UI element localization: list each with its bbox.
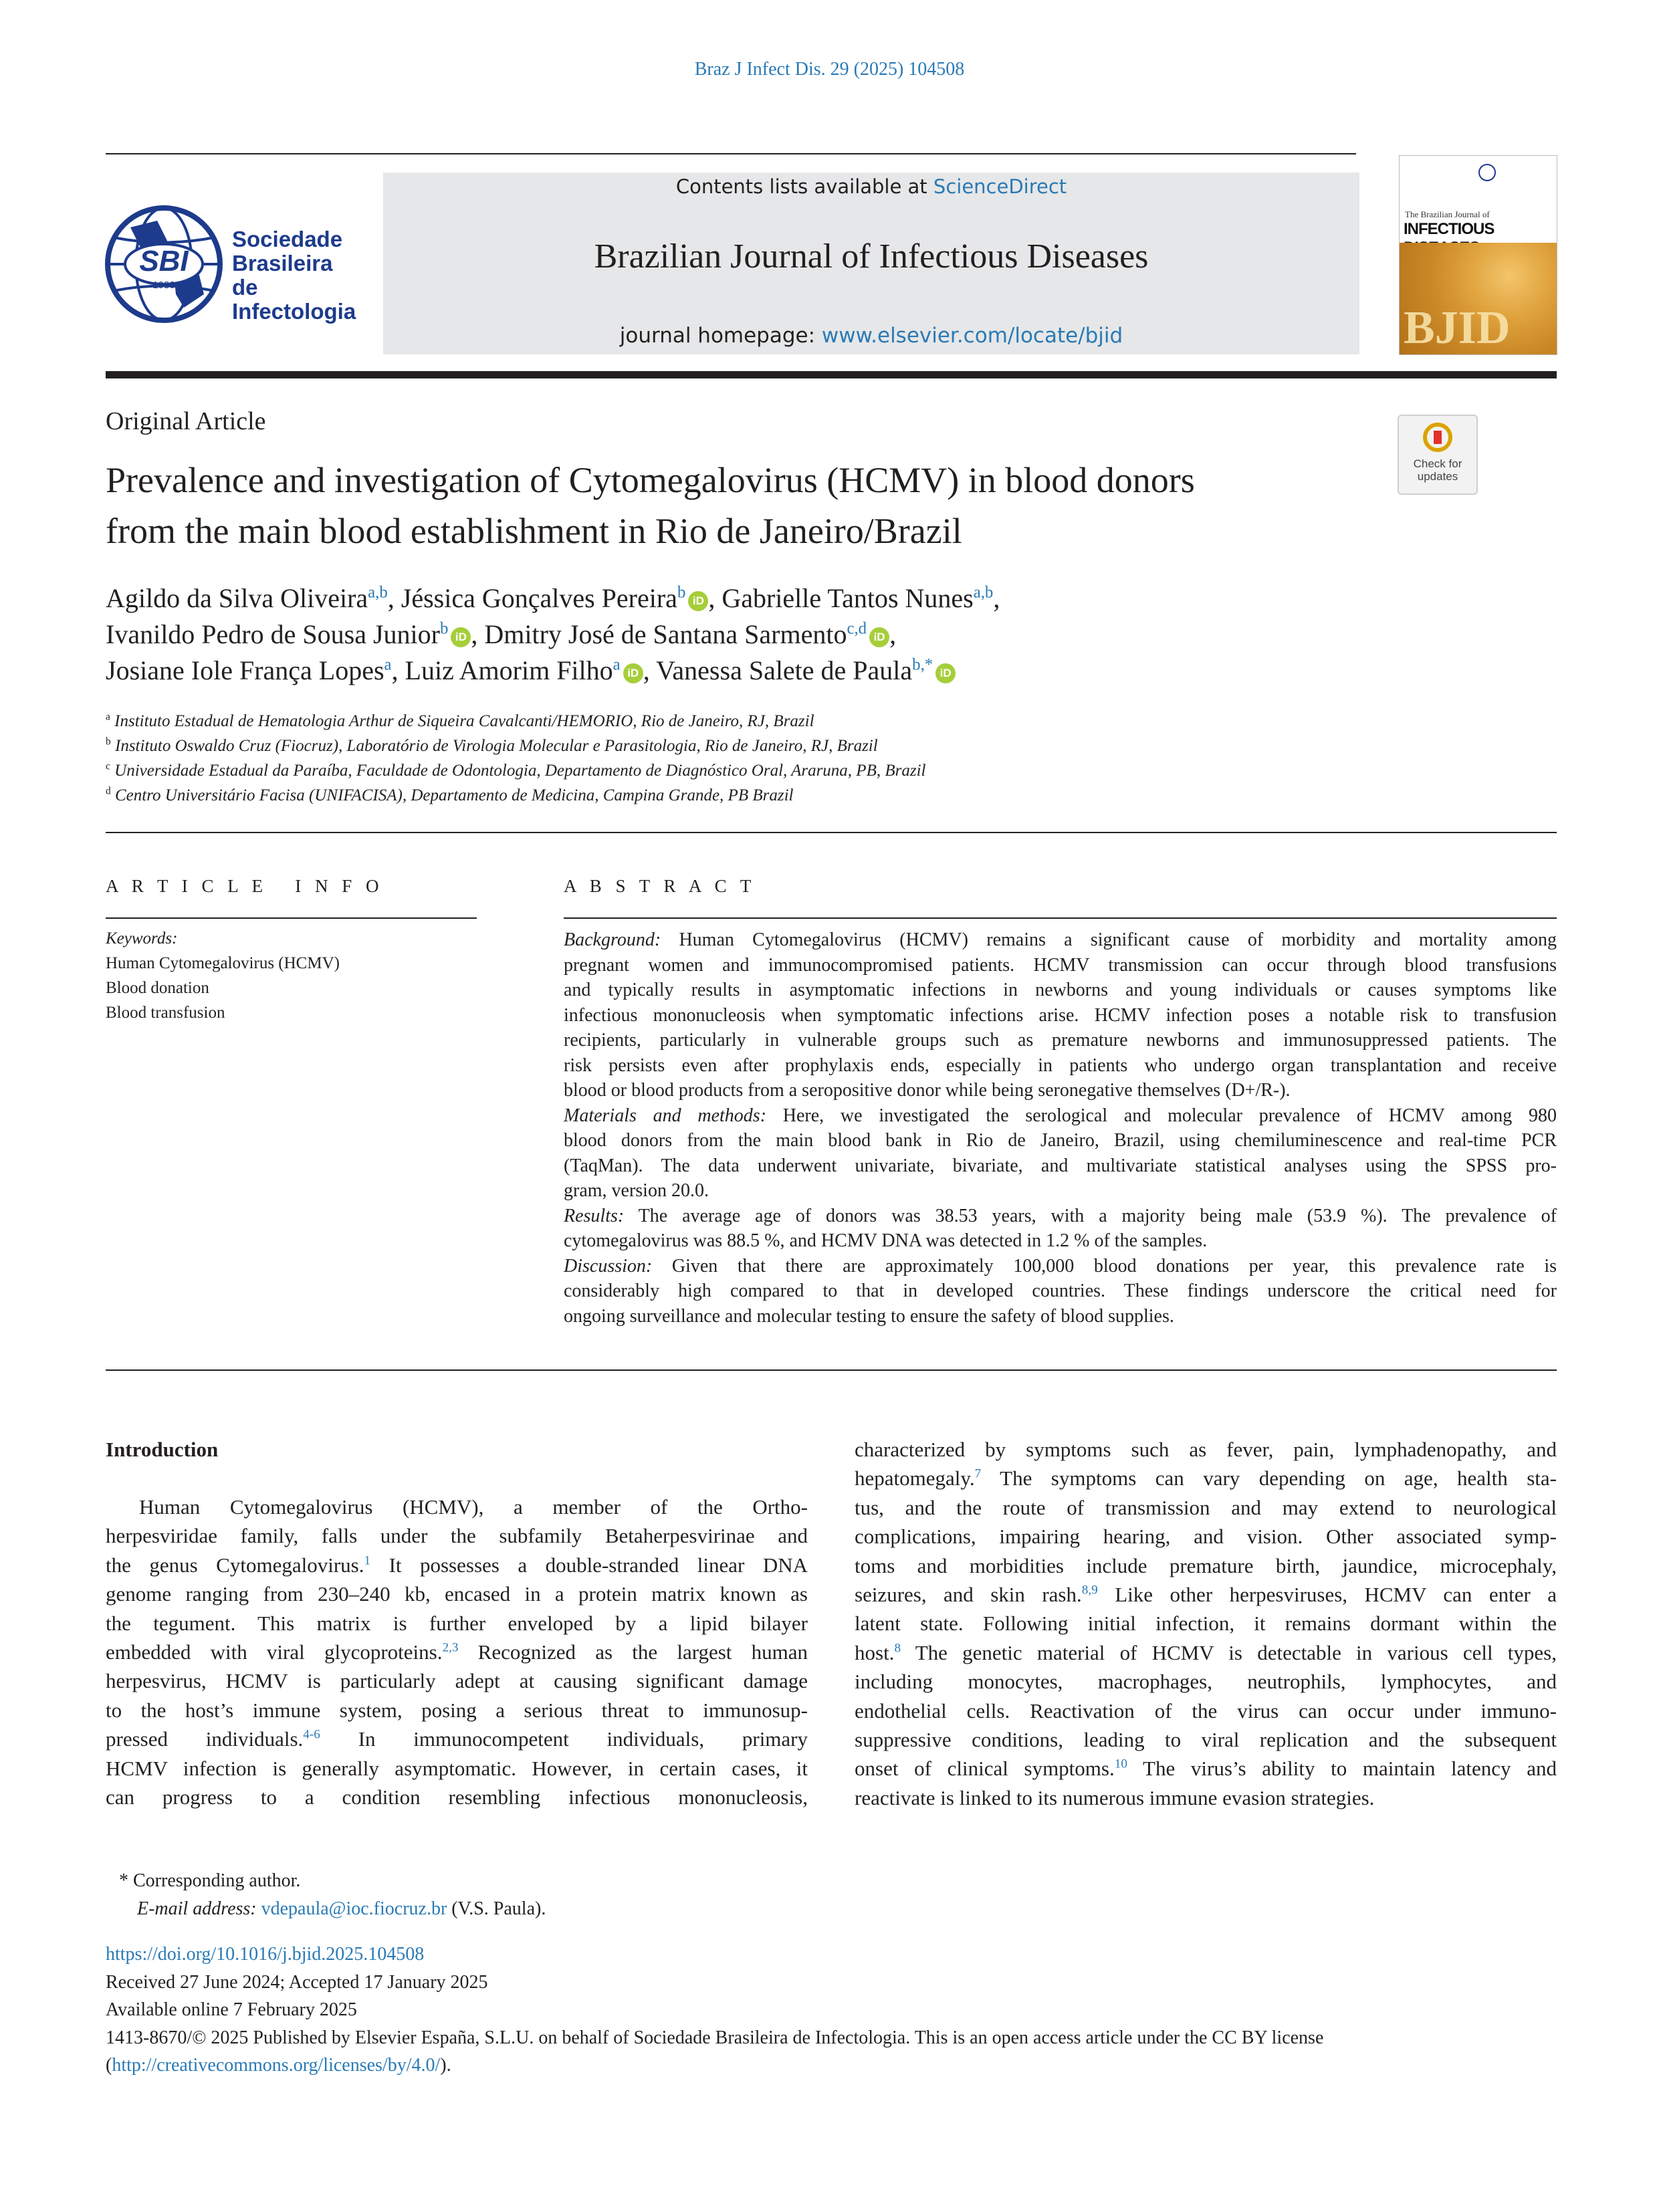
society-name-line: Brasileira de bbox=[232, 251, 333, 300]
journal-banner bbox=[383, 173, 1359, 354]
cover-bjid: BJID bbox=[1404, 302, 1511, 354]
body-line bbox=[855, 1522, 1557, 1551]
license-link-line bbox=[106, 2052, 1557, 2080]
body-line bbox=[106, 1609, 808, 1638]
orcid-icon[interactable]: iD bbox=[869, 627, 889, 647]
author-affil[interactable]: b bbox=[439, 619, 449, 638]
title-line-1: Prevalence and investigation of Cytomegalovirus (HCMV) in blood donors bbox=[106, 460, 1195, 500]
header-top-rule bbox=[106, 153, 1356, 154]
abstract-line-text: Human Cytomegalovirus (HCMV) remains a significant cause of morbidity and mortality among bbox=[679, 929, 1557, 950]
article-type: Original Article bbox=[106, 407, 266, 435]
orcid-icon[interactable]: iD bbox=[623, 663, 643, 683]
line-text: tus, and the route of transmission and may extend to neurological bbox=[855, 1495, 1557, 1519]
body-line bbox=[106, 1783, 808, 1811]
body-line bbox=[855, 1754, 1557, 1783]
line-text: herpesviridae family, falls under the subfamily Betaherpesvirinae and bbox=[106, 1524, 808, 1548]
body-line bbox=[106, 1551, 808, 1579]
line-text: the tegument. This matrix is further enveloped by a lipid bilayer bbox=[106, 1611, 808, 1635]
body-line bbox=[855, 1551, 1557, 1580]
corresponding-author: * Corresponding author. bbox=[119, 1870, 301, 1891]
abstract-heading: A B S T R A C T bbox=[564, 876, 756, 896]
paren-open: ( bbox=[106, 2055, 112, 2076]
line-tail: The symptoms can vary depending on age, health sta- bbox=[981, 1466, 1557, 1490]
affiliation-text: Instituto Estadual de Hematologia Arthur de Siqueira Cavalcanti/HEMORIO, Rio de Janeiro, RJ, Brazil bbox=[114, 712, 814, 730]
cover-top-band bbox=[1400, 156, 1557, 206]
reference-link[interactable]: 8 bbox=[894, 1641, 901, 1656]
affiliation-item bbox=[106, 734, 1557, 758]
body-line bbox=[106, 1638, 808, 1666]
keywords bbox=[106, 926, 477, 1025]
email-label: E-mail address: bbox=[137, 1898, 261, 1919]
line-text: the genus Cytomegalovirus. bbox=[106, 1553, 364, 1577]
line-text: hepatomegaly. bbox=[855, 1466, 975, 1490]
line-text: Human Cytomegalovirus (HCMV), a member of the Ortho- bbox=[139, 1495, 808, 1519]
society-name bbox=[232, 227, 356, 324]
cover-seal-icon bbox=[1478, 164, 1496, 181]
keyword-item[interactable]: Human Cytomegalovirus (HCMV) bbox=[106, 954, 340, 972]
body-line bbox=[855, 1464, 1557, 1492]
reference-link[interactable]: 1 bbox=[364, 1553, 371, 1568]
cover-title: INFECTIOUS bbox=[1404, 220, 1495, 238]
article-title bbox=[106, 455, 1376, 556]
abstract-rule bbox=[564, 917, 1557, 919]
journal-citation[interactable]: Braz J Infect Dis. 29 (2025) 104508 bbox=[694, 59, 965, 80]
author-affil[interactable]: c,d bbox=[847, 619, 867, 638]
body-line bbox=[855, 1580, 1557, 1609]
check-updates-label: Check for updates bbox=[1413, 457, 1462, 483]
line-text: characterized by symptoms such as fever, pain, lymphadenopathy, and bbox=[855, 1438, 1557, 1461]
body-left-column bbox=[106, 1492, 808, 1811]
affiliation-item bbox=[106, 709, 1557, 734]
line-text: endothelial cells. Reactivation of the virus can occur under immuno- bbox=[855, 1698, 1557, 1723]
journal-title: Brazilian Journal of Infectious Diseases bbox=[594, 237, 1149, 275]
abstract-line: considerably high compared to that in developed countries. These findings underscore the critical need for bbox=[564, 1281, 1557, 1301]
body-line bbox=[855, 1493, 1557, 1522]
line-text: pressed individuals. bbox=[106, 1727, 304, 1751]
abstract-line: blood donors from the main blood bank in Rio de Janeiro, Brazil, using chemiluminescence and real-time PCR bbox=[564, 1130, 1557, 1151]
abstract-line bbox=[564, 927, 1557, 953]
doi-link[interactable]: https://doi.org/10.1016/j.bjid.2025.104508 bbox=[106, 1944, 425, 1965]
society-name-line: Infectologia bbox=[232, 299, 356, 324]
line-tail: Like other herpesviruses, HCMV can enter a bbox=[1097, 1583, 1557, 1607]
line-text: onset of clinical symptoms. bbox=[855, 1757, 1115, 1781]
affiliation-text: Centro Universitário Facisa (UNIFACISA), Departamento de Medicina, Campina Grande, PB Brazil bbox=[115, 786, 794, 804]
author-line: Ivanildo Pedro de Sousa Junior$^b$ iD , Dmitry José de Santana Sarmento$^{c,d}$ iD , bbox=[106, 619, 897, 649]
author-affil[interactable]: b bbox=[677, 583, 686, 602]
body-line bbox=[855, 1638, 1557, 1667]
line-tail: The virus’s ability to maintain latency and bbox=[1127, 1757, 1557, 1781]
line-text: herpesvirus, HCMV is particularly adept at causing significant damage bbox=[106, 1669, 808, 1693]
body-line bbox=[855, 1725, 1557, 1754]
keyword-item[interactable]: Blood transfusion bbox=[106, 1004, 225, 1022]
body-line bbox=[855, 1609, 1557, 1638]
affiliation-item bbox=[106, 758, 1557, 783]
abstract-line: recipients, particularly in vulnerable groups such as premature newborns and immunosuppressed patients. The bbox=[564, 1030, 1557, 1050]
body-line bbox=[106, 1521, 808, 1550]
society-name-line: Sociedade bbox=[232, 227, 343, 251]
affiliations-rule bbox=[106, 832, 1557, 833]
orcid-icon[interactable]: iD bbox=[688, 591, 708, 611]
reference-link[interactable]: 4-6 bbox=[303, 1727, 320, 1742]
cover-top-text: The Brazilian Journal of bbox=[1405, 209, 1490, 219]
email-suffix: (V.S. Paula). bbox=[447, 1898, 546, 1919]
check-for-updates-button[interactable] bbox=[1398, 415, 1478, 495]
article-info-rule bbox=[106, 917, 477, 919]
homepage-prefix: journal homepage: bbox=[619, 324, 822, 348]
body-line bbox=[106, 1666, 808, 1695]
results-label: Results: bbox=[564, 1205, 625, 1226]
abstract-line: blood or blood products from a seropositive donor while being seronegative themselves (D+/R-). bbox=[564, 1080, 1291, 1101]
line-text: can progress to a condition resembling infectious mononucleosis, bbox=[106, 1785, 808, 1809]
body-line bbox=[855, 1435, 1557, 1464]
author-name[interactable]: Josiane Iole França Lopes bbox=[106, 655, 384, 685]
contents-prefix: Contents lists available at bbox=[675, 175, 933, 198]
reference-link[interactable]: 10 bbox=[1114, 1757, 1127, 1772]
author-affil[interactable]: a,b bbox=[973, 583, 994, 602]
title-line-2: from the main blood establishment in Rio de Janeiro/Brazil bbox=[106, 511, 962, 551]
line-text: embedded with viral glycoproteins. bbox=[106, 1640, 443, 1664]
abstract-line: infectious mononucleosis when symptomatic infections arise. HCMV infection poses a notable risk to transfusion bbox=[564, 1004, 1557, 1026]
journal-cover bbox=[1399, 155, 1557, 355]
abstract-line: pregnant women and immunocompromised patients. HCMV transmission can occur through blood transfusions bbox=[564, 954, 1557, 976]
orcid-icon[interactable]: iD bbox=[935, 663, 956, 683]
body-line bbox=[106, 1754, 808, 1783]
author-name[interactable]: Ivanildo Pedro de Sousa Junior bbox=[106, 619, 440, 649]
affiliation-key: b bbox=[106, 736, 111, 748]
line-text: including monocytes, macrophages, neutrophils, lymphocytes, and bbox=[855, 1670, 1557, 1694]
line-tail: The genetic material of HCMV is detectable in various cell types, bbox=[901, 1640, 1557, 1664]
body-line bbox=[106, 1492, 808, 1521]
sciencedirect-link[interactable]: ScienceDirect bbox=[933, 175, 1067, 198]
author-name[interactable]: Agildo da Silva Oliveira bbox=[106, 583, 368, 613]
background-label: Background: bbox=[564, 929, 661, 950]
line-tail: In immunocompetent individuals, primary bbox=[320, 1727, 808, 1751]
affiliation-key: c bbox=[106, 760, 110, 772]
homepage-link[interactable]: www.elsevier.com/locate/bjid bbox=[821, 324, 1123, 348]
orcid-icon[interactable]: iD bbox=[451, 627, 471, 647]
reference-link[interactable]: 2,3 bbox=[442, 1640, 459, 1655]
abstract-bottom-rule bbox=[106, 1369, 1557, 1371]
methods-label: Materials and methods: bbox=[564, 1105, 767, 1126]
author-name[interactable]: Jéssica Gonçalves Pereira bbox=[401, 583, 677, 613]
author-name[interactable]: Luiz Amorim Filho bbox=[405, 655, 613, 685]
author-list bbox=[106, 580, 1557, 689]
author-affil[interactable]: a bbox=[613, 655, 621, 674]
society-year: 1980 bbox=[152, 280, 175, 291]
body-line bbox=[855, 1667, 1557, 1696]
author-line: Josiane Iole França Lopes$^a$, Luiz Amorim Filho$^a$ iD , Vanessa Salete de Paula$^{b,*}$ iD bbox=[106, 653, 1557, 689]
body-line bbox=[106, 1579, 808, 1608]
abstract-line: risk persists even after prophylaxis ends, especially in patients who undergo organ transplantation and receive bbox=[564, 1055, 1557, 1076]
discussion-label: Discussion: bbox=[564, 1255, 653, 1277]
body-line bbox=[106, 1696, 808, 1725]
introduction-heading: Introduction bbox=[106, 1438, 219, 1461]
line-text: reactivate is linked to its numerous immune evasion strategies. bbox=[855, 1785, 1375, 1809]
abstract-line bbox=[564, 1204, 1557, 1229]
affiliation-key: a bbox=[106, 711, 110, 723]
reference-link[interactable]: 7 bbox=[974, 1467, 982, 1482]
available-online: Available online 7 February 2025 bbox=[106, 1999, 357, 2020]
abstract-line: ongoing surveillance and molecular testing to ensure the safety of blood supplies. bbox=[564, 1305, 1174, 1327]
paren-close: ). bbox=[440, 2055, 451, 2076]
affiliations bbox=[106, 709, 1557, 808]
article-info-heading: A R T I C L E I N F O bbox=[106, 876, 384, 896]
header-thick-rule bbox=[106, 371, 1557, 378]
author-name[interactable]: Dmitry José de Santana Sarmento bbox=[484, 619, 847, 649]
affiliation-text: Universidade Estadual da Paraíba, Faculdade de Odontologia, Departamento de Diagnóstico Oral, Araruna, PB, Brazil bbox=[114, 762, 926, 780]
line-text: host. bbox=[855, 1640, 895, 1664]
abstract-line-text: Here, we investigated the serological and molecular prevalence of HCMV among 980 bbox=[782, 1105, 1557, 1126]
abstract-line: and typically results in asymptomatic infections in newborns and young individuals or causes symptoms like bbox=[564, 980, 1557, 1000]
abstract-text bbox=[564, 927, 1557, 1329]
keyword-item[interactable]: Blood donation bbox=[106, 979, 209, 997]
contents-available bbox=[383, 175, 1359, 198]
author-affil[interactable]: b,* bbox=[912, 655, 933, 674]
article-footer bbox=[106, 1941, 1557, 2080]
line-text: genome ranging from 230–240 kb, encased in a protein matrix known as bbox=[106, 1582, 808, 1606]
society-logo bbox=[104, 201, 356, 328]
abstract-line-text: Given that there are approximately 100,000 blood donations per year, this prevalence rate is bbox=[671, 1255, 1557, 1277]
line-text: complications, impairing hearing, and vision. Other associated symp- bbox=[855, 1525, 1557, 1549]
reference-link[interactable]: 8,9 bbox=[1081, 1583, 1098, 1597]
author-affil[interactable]: a,b bbox=[368, 583, 388, 602]
journal-homepage bbox=[383, 324, 1359, 348]
abstract-line bbox=[564, 1103, 1557, 1129]
line-text: seizures, and skin rash. bbox=[855, 1583, 1082, 1607]
line-tail: Recognized as the largest human bbox=[458, 1640, 808, 1664]
body-line bbox=[106, 1725, 808, 1753]
body-line bbox=[855, 1783, 1557, 1812]
body-right-column bbox=[855, 1435, 1557, 1812]
line-text: latent state. Following initial infection, it remains dormant within the bbox=[855, 1612, 1557, 1636]
abstract-line: cytomegalovirus was 88.5 %, and HCMV DNA was detected in 1.2 % of the samples. bbox=[564, 1230, 1208, 1251]
email-link[interactable]: vdepaula@ioc.fiocruz.br bbox=[261, 1898, 447, 1919]
author-name[interactable]: Vanessa Salete de Paula bbox=[655, 655, 913, 685]
keywords-label: Keywords: bbox=[106, 929, 178, 948]
received-dates: Received 27 June 2024; Accepted 17 January 2025 bbox=[106, 1971, 488, 1993]
license-link[interactable]: http://creativecommons.org/licenses/by/4.0/ bbox=[112, 2055, 441, 2076]
society-acronym: SBI bbox=[139, 245, 189, 278]
affiliation-item bbox=[106, 783, 1557, 808]
author-name[interactable]: Gabrielle Tantos Nunes bbox=[722, 583, 974, 613]
abstract-line-text: The average age of donors was 38.53 years, with a majority being male (53.9 %). The prevalence of bbox=[638, 1205, 1557, 1226]
line-text: HCMV infection is generally asymptomatic. However, in certain cases, it bbox=[106, 1756, 808, 1780]
line-text: toms and morbidities include premature birth, jaundice, microcephaly, bbox=[855, 1553, 1557, 1577]
affiliation-key: d bbox=[106, 785, 111, 797]
corresponding-footnote bbox=[119, 1867, 546, 1923]
abstract-line bbox=[564, 1254, 1557, 1279]
author-line: Agildo da Silva Oliveira$^{a,b}$, Jéssica Gonçalves Pereira$^b$ iD , Gabrielle Tantos Nunes$^{a,b}$, bbox=[106, 583, 1000, 613]
affiliation-text: Instituto Oswaldo Cruz (Fiocruz), Laboratório de Virologia Molecular e Parasitologia, Rio de Janeiro, RJ, Brazil bbox=[115, 737, 878, 755]
abstract-line: (TaqMan). The data underwent univariate, bivariate, and multivariate statistical analyses using the SPSS pro- bbox=[564, 1155, 1557, 1176]
check-updates-icon bbox=[1423, 423, 1452, 452]
line-text: to the host’s immune system, posing a serious threat to immunosup- bbox=[106, 1698, 808, 1722]
abstract-line: gram, version 20.0. bbox=[564, 1180, 709, 1201]
body-line bbox=[855, 1696, 1557, 1725]
line-text: suppressive conditions, leading to viral replication and the subsequent bbox=[855, 1728, 1557, 1752]
license-line: 1413-8670/© 2025 Published by Elsevier España, S.L.U. on behalf of Sociedade Brasileira de Infectologia. This is an open access article under the CC BY license bbox=[106, 2027, 1324, 2048]
line-tail: It possesses a double-stranded linear DNA bbox=[370, 1553, 808, 1577]
email-line bbox=[119, 1895, 546, 1923]
author-affil[interactable]: a bbox=[384, 655, 392, 674]
